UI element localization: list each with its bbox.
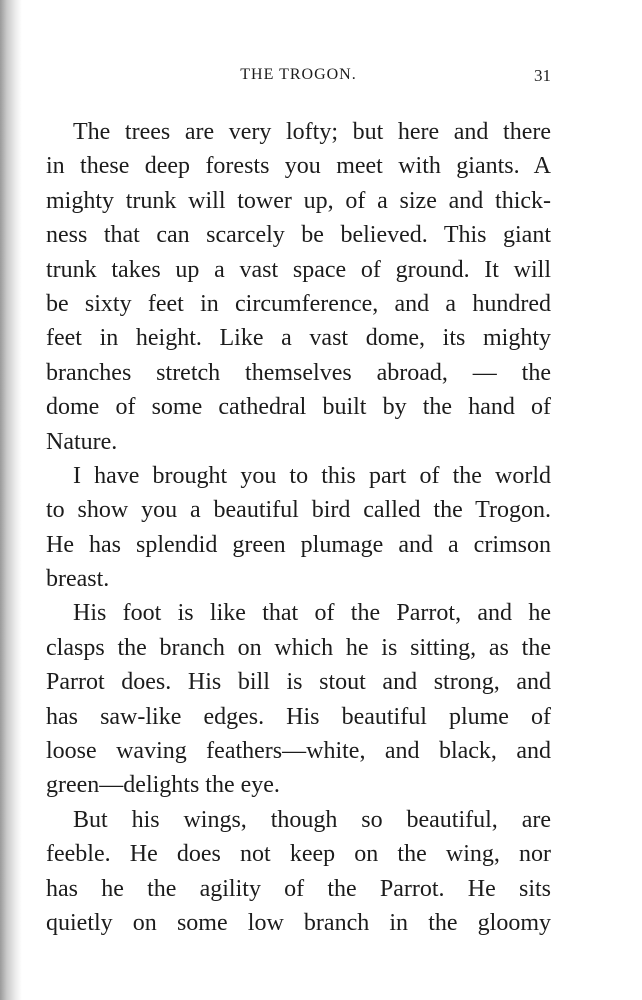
text-line: mighty trunk will tower up, of a size and thick- (46, 187, 551, 214)
text-line: to show you a beautiful bird called the Trogon. (46, 497, 551, 524)
text-line: Nature. (46, 428, 118, 455)
text-line: But his wings, though so beautiful, are (73, 806, 551, 833)
running-title: THE TROGON. (240, 66, 357, 83)
page-body (46, 115, 551, 940)
paragraph-trogon-wings (46, 803, 551, 941)
text-line: quietly on some low branch in the gloomy (46, 909, 551, 936)
text-line: feet in height. Like a vast dome, its mighty (46, 325, 551, 352)
text-line: His foot is like that of the Parrot, and he (73, 600, 551, 627)
text-line: The trees are very lofty; but here and there (73, 119, 551, 145)
text-line: He has splendid green plumage and a crimson (46, 531, 551, 558)
paragraph-trogon-intro (46, 459, 551, 597)
text-line: trunk takes up a vast space of ground. It will (46, 256, 551, 283)
running-header (46, 66, 551, 92)
page-edge-shadow (0, 0, 22, 1000)
text-line: branches stretch themselves abroad, — the (46, 359, 551, 386)
text-line: breast. (46, 566, 110, 593)
text-line: feeble. He does not keep on the wing, nor (46, 841, 551, 868)
text-line: clasps the branch on which he is sitting, as the (46, 634, 551, 661)
paragraph-trogon-foot (46, 596, 551, 802)
page-number: 31 (534, 66, 551, 85)
text-line: has saw-like edges. His beautiful plume of (46, 703, 551, 730)
text-line: Parrot does. His bill is stout and strong, and (46, 669, 551, 696)
text-line: ness that can scarcely be believed. This giant (46, 222, 551, 249)
text-line: dome of some cathedral built by the hand of (46, 394, 551, 421)
text-line: in these deep forests you meet with giants. A (46, 153, 551, 180)
text-line: I have brought you to this part of the world (73, 462, 551, 489)
text-line: green—delights the eye. (46, 772, 280, 799)
text-line: has he the agility of the Parrot. He sits (46, 875, 551, 902)
text-line: loose waving feathers—white, and black, and (46, 738, 551, 765)
text-line: be sixty feet in circumference, and a hundred (46, 290, 551, 317)
paragraph-giant-trees (46, 115, 551, 459)
